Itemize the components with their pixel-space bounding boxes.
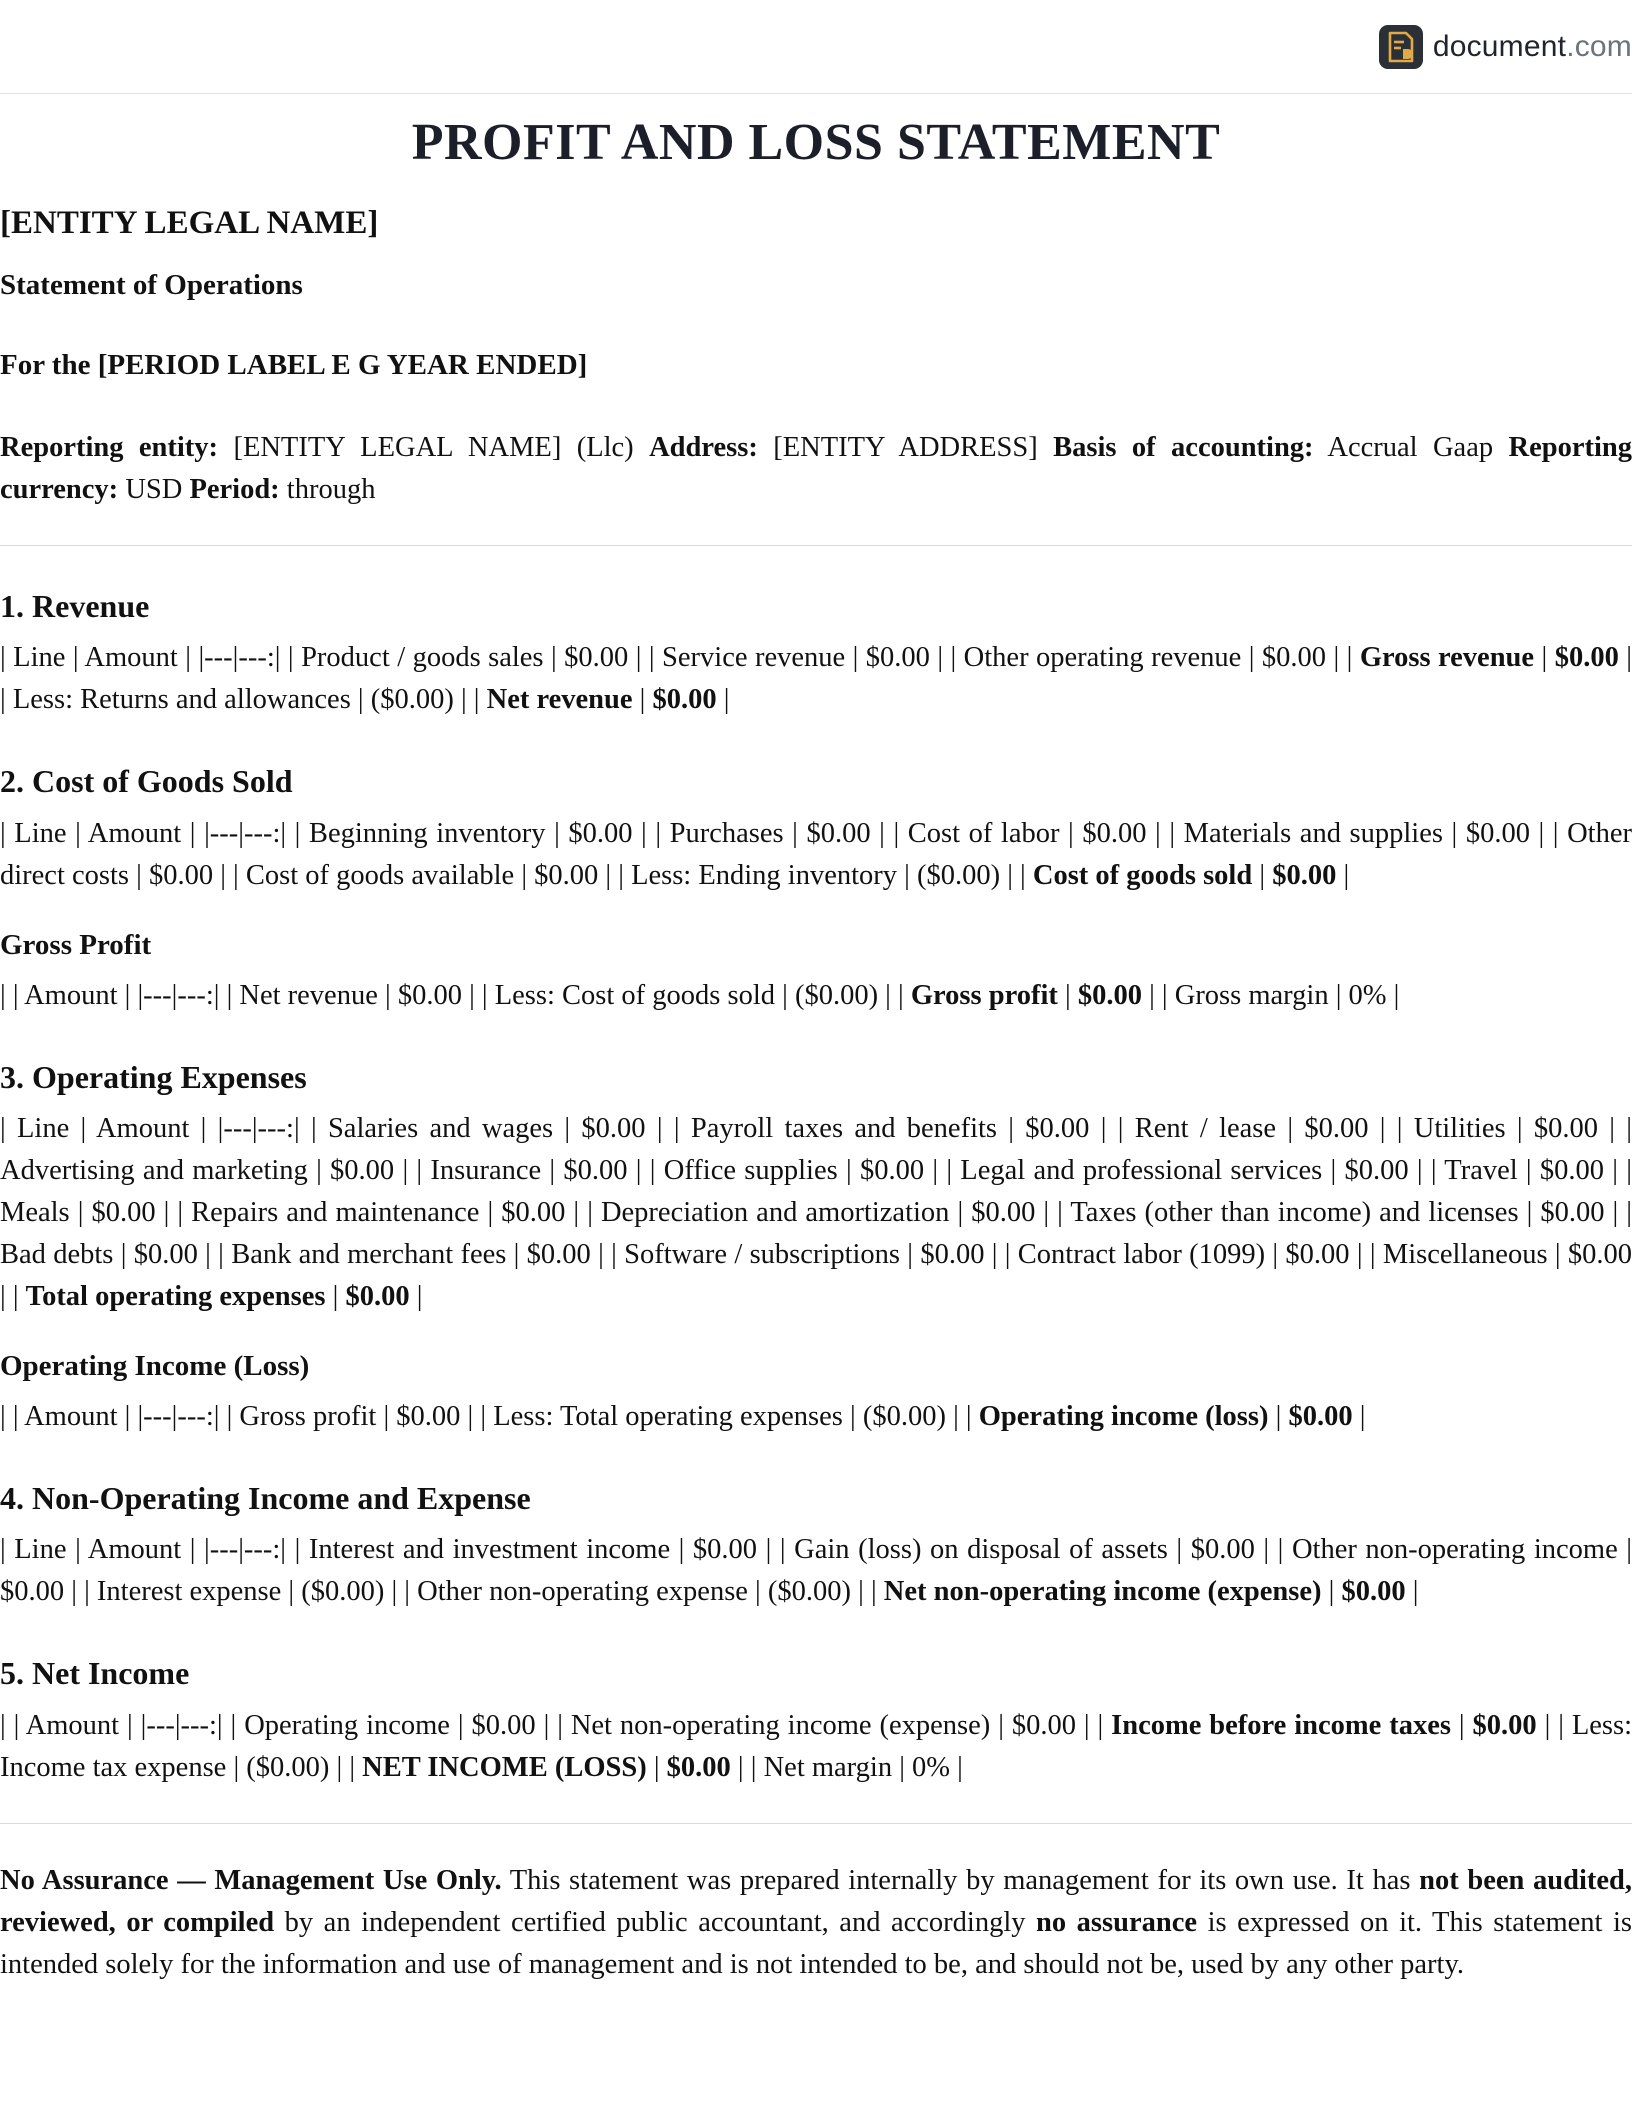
text-run: | | Amount | |---|---:| | Operating income | $0.00 | | Net non-operating income (expense) | $0.00 | | (0, 1710, 1112, 1741)
text-run: | | Gross margin | 0% | (1141, 979, 1400, 1011)
section-heading-non-operating: 4. Non-Operating Income and Expense (0, 1479, 531, 1516)
period-value: through (279, 473, 376, 505)
text-run: by an independent certified public accountant, and accordingly (274, 1907, 1037, 1938)
address-label: Address: (649, 431, 758, 463)
text-run: | (1336, 859, 1350, 891)
section-heading-cogs: 2. Cost of Goods Sold (0, 763, 293, 800)
text-run: | (325, 1281, 346, 1313)
reporting-details (0, 427, 1632, 511)
text-run: | | Less: Returns and allowances | ($0.00) | | (0, 642, 1632, 716)
gross-profit-table-text (0, 975, 1632, 1017)
text-run: | (1534, 642, 1555, 674)
bold-amount: $0.00 (1272, 859, 1337, 891)
text-run: | | Amount | |---|---:| | Gross profit | $0.00 | | Less: Total operating expenses | ($0.00) | | (0, 1400, 979, 1432)
text-run: | | Less: Income tax expense | ($0.00) | | (0, 1710, 1632, 1783)
operating-income-table-text (0, 1396, 1632, 1438)
text-run: is expressed on it. This statement is intended solely for the information and use of management and is not intended to be, and should not be, used by any other party. (0, 1907, 1632, 1980)
basis-label: Basis of accounting: (1053, 431, 1314, 463)
bold-label: Operating income (loss) (978, 1400, 1269, 1432)
bold-label: Net non-operating income (expense) (883, 1576, 1322, 1608)
subheading-gross-profit: Gross Profit (0, 928, 152, 961)
text-run: | (1405, 1576, 1419, 1608)
text-run: | Line | Amount | |---|---:| | Product / goods sales | $0.00 | | Service revenue | $0.00 | | Other operating revenue | $0.00 | | (0, 642, 1360, 674)
text-run: | (1057, 979, 1078, 1011)
non-operating-table-text (0, 1529, 1632, 1613)
subheading-operating-income: Operating Income (Loss) (0, 1350, 310, 1383)
document-logo-icon (1379, 25, 1423, 69)
revenue-table-text (0, 637, 1632, 721)
bold-amount: $0.00 (345, 1281, 410, 1313)
divider (0, 1823, 1632, 1824)
header-bar (0, 0, 1632, 94)
bold-amount: $0.00 (1554, 642, 1619, 674)
currency-label: Reporting currency: (0, 431, 1632, 505)
statement-subtitle: Statement of Operations (0, 269, 303, 302)
cogs-table-text (0, 813, 1632, 897)
bold-amount: $0.00 (1472, 1710, 1537, 1741)
text-run: | (1321, 1576, 1342, 1608)
bold-label: Net revenue (486, 684, 633, 716)
bold-label: Cost of goods sold (1032, 859, 1253, 891)
text-run: | Line | Amount | |---|---:| | Beginning inventory | $0.00 | | Purchases | $0.00 | | Cost of labor | $0.00 | | Materials and supplies | $0.00 | | Other direct costs | $0.00 | | Cost of goods available | $0.00 | | Less: Ending inventory | ($0.00) | | (0, 817, 1632, 891)
bold-amount: $0.00 (1077, 979, 1142, 1011)
text-run: | (1352, 1400, 1366, 1432)
page-title: PROFIT AND LOSS STATEMENT (411, 114, 1221, 171)
text-run: | (646, 1752, 667, 1783)
text-run: | | Amount | |---|---:| | Net revenue | $0.00 | | Less: Cost of goods sold | ($0.00) | | (0, 979, 911, 1011)
text-run: | (1252, 859, 1273, 891)
bold-amount: $0.00 (652, 684, 717, 716)
reporting-entity-label: Reporting entity: (0, 431, 219, 463)
period-line: For the [PERIOD LABEL E G YEAR ENDED] (0, 348, 588, 381)
divider (0, 545, 1632, 546)
brand-logo[interactable] (1379, 22, 1632, 72)
bold-label: Income before income taxes (1111, 1710, 1451, 1741)
bold-amount: $0.00 (1341, 1576, 1406, 1608)
bold-phrase: not been audited, reviewed, or compiled (0, 1865, 1632, 1938)
notice-title: No Assurance — Management Use Only. (0, 1865, 502, 1896)
brand-tld: .com (1566, 30, 1632, 63)
text-run: | Line | Amount | |---|---:| | Salaries and wages | $0.00 | | Payroll taxes and benefits | $0.00 | | Rent / lease | $0.00 | | Utilities | $0.00 | | Advertising and marketing | $0.00 | | Insurance | $0.00 | | Office supplies | $0.00 | | Legal and professional services | $0.00 | | Travel | $0.00 | | Meals | $0.00 | | Repairs and maintenance | $0.00 | | Depreciation and amortization | $0.00 | | Taxes (other than income) and licenses | $0.00 | | Bad debts | $0.00 | | Bank and merchant fees | $0.00 | | Software / subscriptions | $0.00 | | Contract labor (1099) | $0.00 | | Miscellaneous | $0.00 | | (0, 1113, 1632, 1313)
text-run: | | Net margin | 0% | (730, 1752, 963, 1783)
bold-label: NET INCOME (LOSS) (362, 1752, 647, 1783)
reporting-entity-value: [ENTITY LEGAL NAME] (Llc) (218, 431, 650, 463)
brand-wordmark (1433, 30, 1632, 64)
period-label: Period: (189, 473, 280, 505)
bold-label: Gross profit (910, 979, 1058, 1011)
operating-expenses-table-text (0, 1108, 1632, 1318)
brand-name: document (1432, 30, 1567, 63)
entity-name: [ENTITY LEGAL NAME] (0, 205, 379, 242)
bold-label: Gross revenue (1359, 642, 1535, 674)
bold-phrase: no assurance (1036, 1907, 1198, 1938)
text-run: | (632, 684, 653, 716)
document-body (0, 94, 1632, 1986)
bold-label: Total operating expenses (25, 1281, 326, 1313)
net-income-table-text (0, 1705, 1632, 1789)
text-run: | Line | Amount | |---|---:| | Interest and investment income | $0.00 | | Gain (loss) on disposal of assets | $0.00 | | Other non-operating income | $0.00 | | Interest expense | ($0.00) | | Other non-operating expense | ($0.00) | | (0, 1534, 1632, 1608)
text-run: | (1450, 1710, 1473, 1741)
no-assurance-notice (0, 1860, 1632, 1986)
text-run: | (1268, 1400, 1289, 1432)
section-heading-revenue: 1. Revenue (0, 587, 150, 624)
bold-amount: $0.00 (1288, 1400, 1353, 1432)
text-run: This statement was prepared internally by management for its own use. It has (501, 1865, 1420, 1896)
bold-amount: $0.00 (666, 1752, 731, 1783)
currency-value: USD (118, 473, 190, 505)
text-run: | (409, 1281, 423, 1313)
section-heading-operating-expenses: 3. Operating Expenses (0, 1058, 307, 1095)
address-value: [ENTITY ADDRESS] (757, 431, 1054, 463)
section-heading-net-income: 5. Net Income (0, 1655, 190, 1692)
text-run: | (716, 684, 730, 716)
basis-value: Accrual Gaap (1313, 431, 1509, 463)
